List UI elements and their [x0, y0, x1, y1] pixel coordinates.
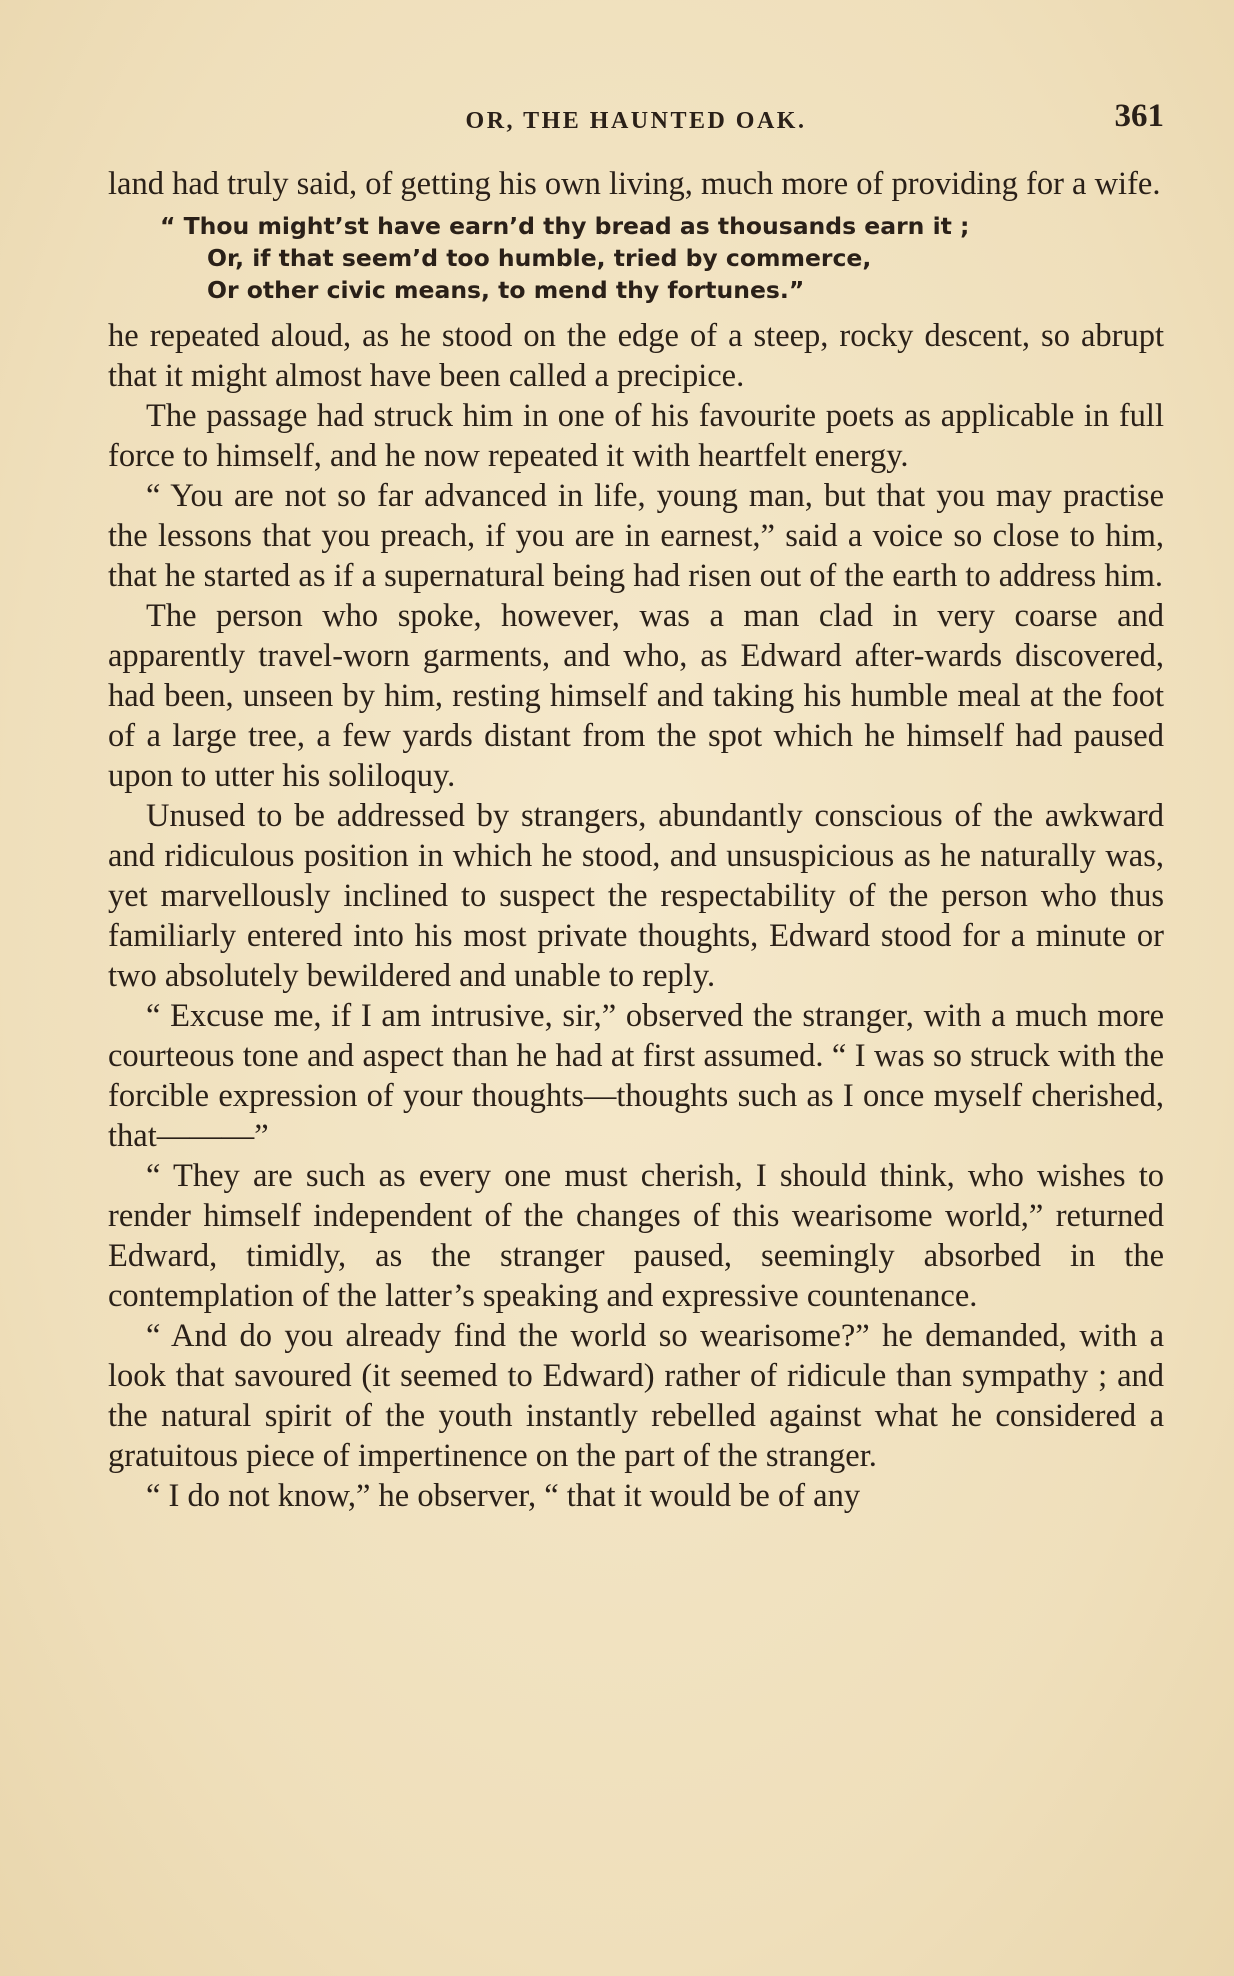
paragraph: “ You are not so far advanced in life, young man, but that you may practise the lessons that you preach, if you are in earnest,” said a voice so close to him, that he started as if a supernatural being had risen out of the earth to address him. [108, 478, 1164, 594]
paragraph: The passage had struck him in one of his favourite poets as applicable in full force to himself, and he now repeated it with heartfelt energy. [108, 398, 1164, 474]
paragraph: The person who spoke, however, was a man clad in very coarse and apparently travel-worn garments, and who, as Edward after-wards discovered, had been, unseen by him, resting himself and taking his humble meal at the foot of a large tree, a few yards distant from the spot which he himself had paused upon to utter his soliloquy. [108, 598, 1164, 794]
page-number: 361 [1114, 98, 1164, 134]
paragraph: “ I do not know,” he observer, “ that it would be of any [146, 1478, 861, 1514]
verse-quotation [160, 210, 1164, 306]
verse-line: “ Thou might’st have earn’d thy bread as thousands earn it ; [160, 212, 970, 240]
paragraph: land had truly said, of getting his own living, much more of providing for a wife. [108, 166, 1161, 202]
paragraph: he repeated aloud, as he stood on the edge of a steep, rocky descent, so abrupt that it might almost have been called a precipice. [108, 318, 1164, 394]
running-title: OR, THE HAUNTED OAK. [465, 108, 807, 134]
paragraph: “ They are such as every one must cherish, I should think, who wishes to render himself independent of the changes of this wearisome world,” returned Edward, timidly, as the stranger paused, seemingly absorbed in the contemplation of the latter’s speaking and expressive countenance. [108, 1158, 1164, 1314]
paragraph: “ Excuse me, if I am intrusive, sir,” observed the stranger, with a much more courteous tone and aspect than he had at first assumed. “ I was so struck with the forcible expression of your thoughts—thoughts such as I once myself cherished, that———” [108, 998, 1164, 1154]
paragraph: “ And do you already find the world so wearisome?” he demanded, with a look that savoured (it seemed to Edward) rather of ridicule than sympathy ; and the natural spirit of the youth instantly rebelled against what he considered a gratuitous piece of impertinence on the part of the stranger. [108, 1318, 1164, 1474]
page-body [108, 164, 1164, 1516]
page-header [108, 98, 1164, 142]
book-page [108, 98, 1164, 1516]
verse-line: Or, if that seem’d too humble, tried by commerce, [207, 244, 872, 272]
paragraph: Unused to be addressed by strangers, abundantly conscious of the awkward and ridiculous position in which he stood, and unsuspicious as he naturally was, yet marvellously inclined to suspect the respectability of the person who thus familiarly entered into his most private thoughts, Edward stood for a minute or two absolutely bewildered and unable to reply. [108, 798, 1164, 994]
verse-line: Or other civic means, to mend thy fortunes.” [207, 276, 805, 304]
